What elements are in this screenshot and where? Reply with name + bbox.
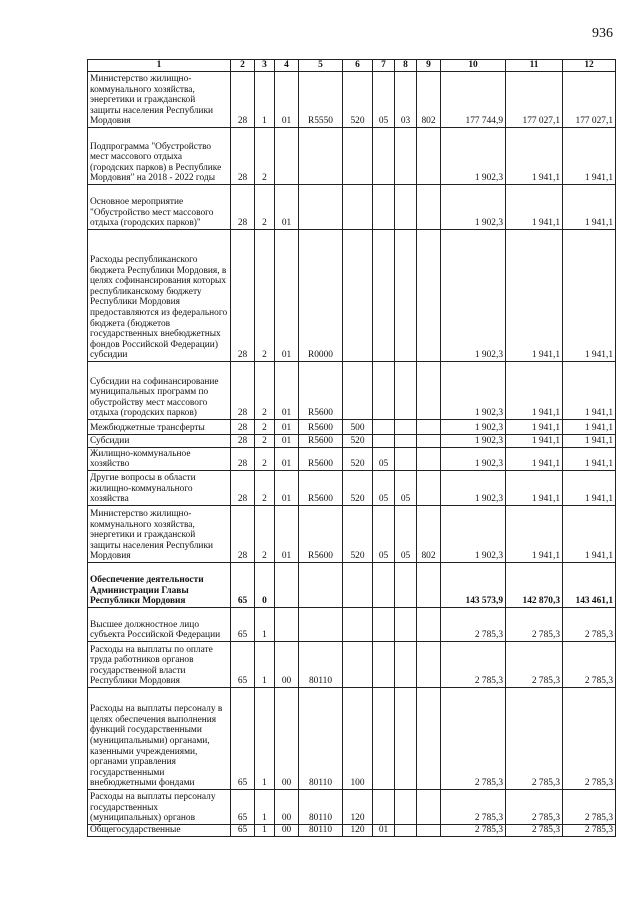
row-code-col2: 65 [231, 688, 255, 790]
row-code-col7 [373, 230, 395, 362]
row-code-col6 [343, 230, 373, 362]
row-amount-col10: 1 902,3 [441, 506, 506, 563]
row-code-col2: 65 [231, 642, 255, 688]
row-code-col8 [395, 825, 417, 837]
row-amount-col10: 2 785,3 [441, 790, 506, 825]
row-code-col5: R5600 [299, 471, 343, 506]
row-code-col6: 120 [343, 790, 373, 825]
row-code-col6: 520 [343, 471, 373, 506]
row-amount-col10: 177 744,9 [441, 72, 506, 128]
row-amount-col12: 2 785,3 [563, 790, 616, 825]
row-name: Министерство жилищно-коммунального хозяйства, энергетики и гражданской защиты населения Республики Мордовия [88, 72, 231, 128]
row-code-col9 [417, 420, 441, 435]
row-name: Расходы республиканского бюджета Республики Мордовия, в целях софинансирования которых республиканскому бюджету Республики Мордовия предоставляются из федерального бюджета (бюджетов государственных внебюджетных фондов Российской Федерации) субсидии [88, 230, 231, 362]
row-code-col3: 2 [255, 185, 275, 230]
row-code-col3: 1 [255, 825, 275, 837]
column-header: 11 [506, 60, 563, 72]
row-amount-col12: 1 941,1 [563, 506, 616, 563]
row-amount-col11: 177 027,1 [506, 72, 563, 128]
row-code-col6 [343, 642, 373, 688]
row-code-col6: 120 [343, 825, 373, 837]
row-code-col7 [373, 185, 395, 230]
row-code-col6 [343, 128, 373, 185]
row-code-col4: 01 [275, 435, 299, 448]
row-code-col8 [395, 128, 417, 185]
row-code-col9 [417, 825, 441, 837]
row-code-col3: 2 [255, 362, 275, 420]
row-code-col5: R5600 [299, 420, 343, 435]
row-amount-col10: 1 902,3 [441, 128, 506, 185]
row-amount-col11: 1 941,1 [506, 420, 563, 435]
row-code-col5: R5600 [299, 448, 343, 471]
row-amount-col10: 1 902,3 [441, 185, 506, 230]
row-code-col5: 80110 [299, 825, 343, 837]
row-code-col8 [395, 448, 417, 471]
column-header: 5 [299, 60, 343, 72]
row-code-col3: 2 [255, 128, 275, 185]
row-code-col9 [417, 563, 441, 608]
table-row [88, 128, 616, 185]
row-code-col7 [373, 362, 395, 420]
row-amount-col10: 2 785,3 [441, 608, 506, 642]
row-code-col9 [417, 608, 441, 642]
row-code-col7 [373, 563, 395, 608]
row-amount-col10: 1 902,3 [441, 362, 506, 420]
table-row [88, 448, 616, 471]
row-code-col6: 520 [343, 506, 373, 563]
column-header: 2 [231, 60, 255, 72]
row-amount-col11: 1 941,1 [506, 362, 563, 420]
row-code-col3: 2 [255, 435, 275, 448]
row-code-col7 [373, 790, 395, 825]
row-amount-col11: 1 941,1 [506, 230, 563, 362]
row-code-col2: 28 [231, 128, 255, 185]
row-code-col5 [299, 185, 343, 230]
row-code-col7: 05 [373, 72, 395, 128]
row-code-col4: 01 [275, 471, 299, 506]
row-name: Субсидии на софинансирование муниципальных программ по обустройству мест массового отдыха (городских парков) [88, 362, 231, 420]
row-name: Другие вопросы в области жилищно-коммунального хозяйства [88, 471, 231, 506]
row-code-col3: 2 [255, 420, 275, 435]
column-header: 3 [255, 60, 275, 72]
row-code-col5: R5550 [299, 72, 343, 128]
column-header: 1 [88, 60, 231, 72]
row-code-col7 [373, 688, 395, 790]
row-amount-col11: 142 870,3 [506, 563, 563, 608]
row-name: Жилищно-коммунальное хозяйство [88, 448, 231, 471]
row-amount-col12: 2 785,3 [563, 642, 616, 688]
row-amount-col10: 1 902,3 [441, 420, 506, 435]
row-amount-col10: 1 902,3 [441, 471, 506, 506]
row-code-col2: 28 [231, 420, 255, 435]
row-name: Подпрограмма "Обустройство мест массового отдыха (городских парков) в Республике Мордовия" на 2018 - 2022 годы [88, 128, 231, 185]
row-code-col9 [417, 471, 441, 506]
row-code-col6 [343, 185, 373, 230]
row-code-col5: 80110 [299, 642, 343, 688]
row-code-col2: 28 [231, 230, 255, 362]
row-amount-col11: 2 785,3 [506, 688, 563, 790]
row-code-col4: 00 [275, 790, 299, 825]
row-code-col2: 65 [231, 825, 255, 837]
row-amount-col10: 2 785,3 [441, 688, 506, 790]
row-code-col9: 802 [417, 506, 441, 563]
row-code-col9 [417, 688, 441, 790]
row-code-col2: 28 [231, 435, 255, 448]
row-code-col9 [417, 230, 441, 362]
row-code-col2: 28 [231, 471, 255, 506]
row-code-col9 [417, 642, 441, 688]
row-code-col2: 28 [231, 506, 255, 563]
row-code-col2: 65 [231, 608, 255, 642]
row-amount-col12: 2 785,3 [563, 608, 616, 642]
row-code-col8 [395, 790, 417, 825]
row-code-col6: 500 [343, 420, 373, 435]
row-code-col4: 01 [275, 448, 299, 471]
row-code-col4 [275, 608, 299, 642]
row-amount-col11: 1 941,1 [506, 128, 563, 185]
row-name: Расходы на выплаты персоналу государственных (муниципальных) органов [88, 790, 231, 825]
row-code-col4: 01 [275, 185, 299, 230]
row-name: Межбюджетные трансферты [88, 420, 231, 435]
row-amount-col11: 1 941,1 [506, 471, 563, 506]
row-code-col7 [373, 608, 395, 642]
row-code-col3: 0 [255, 563, 275, 608]
table-row [88, 506, 616, 563]
row-code-col9 [417, 128, 441, 185]
table-row [88, 185, 616, 230]
row-code-col7: 05 [373, 471, 395, 506]
row-code-col2: 65 [231, 790, 255, 825]
row-amount-col11: 2 785,3 [506, 608, 563, 642]
row-code-col5 [299, 128, 343, 185]
table-row [88, 471, 616, 506]
row-amount-col11: 2 785,3 [506, 825, 563, 837]
row-amount-col10: 2 785,3 [441, 642, 506, 688]
column-header: 4 [275, 60, 299, 72]
row-code-col8 [395, 362, 417, 420]
row-code-col5: R5600 [299, 362, 343, 420]
column-header: 9 [417, 60, 441, 72]
row-code-col3: 1 [255, 688, 275, 790]
row-code-col4: 01 [275, 72, 299, 128]
row-code-col7 [373, 642, 395, 688]
row-name: Общегосударственные [88, 825, 231, 837]
row-code-col5: R5600 [299, 506, 343, 563]
row-code-col3: 2 [255, 506, 275, 563]
table-row [88, 608, 616, 642]
table-row [88, 790, 616, 825]
row-amount-col12: 1 941,1 [563, 362, 616, 420]
row-code-col4: 00 [275, 688, 299, 790]
row-amount-col12: 2 785,3 [563, 825, 616, 837]
row-code-col6 [343, 563, 373, 608]
table-header-row [88, 60, 616, 72]
column-header: 7 [373, 60, 395, 72]
row-code-col7: 05 [373, 506, 395, 563]
row-code-col2: 28 [231, 72, 255, 128]
table-row [88, 825, 616, 837]
row-code-col6: 520 [343, 448, 373, 471]
row-name: Обеспечение деятельности Администрации Главы Республики Мордовия [88, 563, 231, 608]
row-code-col8 [395, 230, 417, 362]
row-amount-col11: 2 785,3 [506, 790, 563, 825]
row-code-col7: 01 [373, 825, 395, 837]
row-name: Расходы на выплаты персоналу в целях обеспечения выполнения функций государственными (муниципальными) органами, казенными учреждениями, органами управления государственными внебюджетными фондами [88, 688, 231, 790]
table-row [88, 420, 616, 435]
page-number: 936 [592, 26, 613, 41]
row-code-col5 [299, 563, 343, 608]
row-amount-col10: 2 785,3 [441, 825, 506, 837]
row-code-col4: 00 [275, 825, 299, 837]
row-amount-col12: 1 941,1 [563, 448, 616, 471]
row-code-col3: 1 [255, 608, 275, 642]
row-code-col2: 28 [231, 448, 255, 471]
row-code-col2: 28 [231, 362, 255, 420]
row-code-col8: 05 [395, 471, 417, 506]
row-code-col8: 03 [395, 72, 417, 128]
row-code-col7 [373, 128, 395, 185]
row-amount-col12: 1 941,1 [563, 435, 616, 448]
row-code-col8: 05 [395, 506, 417, 563]
row-name: Расходы на выплаты по оплате труда работников органов государственной власти Республики Мордовия [88, 642, 231, 688]
row-amount-col11: 1 941,1 [506, 448, 563, 471]
row-code-col6: 520 [343, 435, 373, 448]
row-code-col8 [395, 688, 417, 790]
row-code-col8 [395, 608, 417, 642]
row-amount-col12: 1 941,1 [563, 185, 616, 230]
budget-table [87, 59, 616, 837]
row-code-col7: 05 [373, 448, 395, 471]
row-code-col8 [395, 435, 417, 448]
row-amount-col10: 1 902,3 [441, 448, 506, 471]
column-header: 6 [343, 60, 373, 72]
row-name: Высшее должностное лицо субъекта Российской Федерации [88, 608, 231, 642]
row-amount-col12: 1 941,1 [563, 230, 616, 362]
row-code-col9 [417, 185, 441, 230]
row-code-col5: 80110 [299, 790, 343, 825]
row-code-col8 [395, 642, 417, 688]
row-code-col8 [395, 563, 417, 608]
table-row [88, 642, 616, 688]
row-code-col4: 01 [275, 230, 299, 362]
row-name: Субсидии [88, 435, 231, 448]
row-code-col5: R5600 [299, 435, 343, 448]
table-row [88, 230, 616, 362]
row-code-col7 [373, 435, 395, 448]
row-code-col5 [299, 608, 343, 642]
row-code-col6: 100 [343, 688, 373, 790]
row-code-col2: 65 [231, 563, 255, 608]
row-code-col9: 802 [417, 72, 441, 128]
row-amount-col12: 1 941,1 [563, 128, 616, 185]
row-code-col7 [373, 420, 395, 435]
row-code-col2: 28 [231, 185, 255, 230]
row-code-col6: 520 [343, 72, 373, 128]
row-code-col3: 1 [255, 790, 275, 825]
row-code-col3: 1 [255, 642, 275, 688]
row-code-col3: 2 [255, 230, 275, 362]
row-code-col9 [417, 790, 441, 825]
row-code-col3: 1 [255, 72, 275, 128]
row-code-col4: 01 [275, 362, 299, 420]
row-code-col4: 01 [275, 506, 299, 563]
column-header: 8 [395, 60, 417, 72]
row-code-col5: R0000 [299, 230, 343, 362]
table-row [88, 72, 616, 128]
row-amount-col10: 1 902,3 [441, 230, 506, 362]
table-row [88, 688, 616, 790]
row-code-col8 [395, 420, 417, 435]
row-amount-col10: 1 902,3 [441, 435, 506, 448]
row-amount-col11: 1 941,1 [506, 506, 563, 563]
row-code-col9 [417, 435, 441, 448]
table-row [88, 362, 616, 420]
row-code-col9 [417, 362, 441, 420]
row-name: Основное мероприятие "Обустройство мест массового отдыха (городских парков)" [88, 185, 231, 230]
row-name: Министерство жилищно-коммунального хозяйства, энергетики и гражданской защиты населения Республики Мордовия [88, 506, 231, 563]
row-amount-col11: 1 941,1 [506, 185, 563, 230]
row-code-col4 [275, 563, 299, 608]
row-amount-col10: 143 573,9 [441, 563, 506, 608]
row-amount-col12: 177 027,1 [563, 72, 616, 128]
row-amount-col11: 1 941,1 [506, 435, 563, 448]
column-header: 10 [441, 60, 506, 72]
table-row [88, 435, 616, 448]
row-amount-col12: 2 785,3 [563, 688, 616, 790]
row-code-col5: 80110 [299, 688, 343, 790]
table-row [88, 563, 616, 608]
row-code-col3: 2 [255, 448, 275, 471]
row-code-col9 [417, 448, 441, 471]
row-code-col3: 2 [255, 471, 275, 506]
row-code-col4: 00 [275, 642, 299, 688]
row-code-col4 [275, 128, 299, 185]
row-amount-col12: 143 461,1 [563, 563, 616, 608]
row-code-col8 [395, 185, 417, 230]
column-header: 12 [563, 60, 616, 72]
row-code-col6 [343, 362, 373, 420]
row-amount-col12: 1 941,1 [563, 471, 616, 506]
row-amount-col12: 1 941,1 [563, 420, 616, 435]
row-code-col4: 01 [275, 420, 299, 435]
row-code-col6 [343, 608, 373, 642]
row-amount-col11: 2 785,3 [506, 642, 563, 688]
